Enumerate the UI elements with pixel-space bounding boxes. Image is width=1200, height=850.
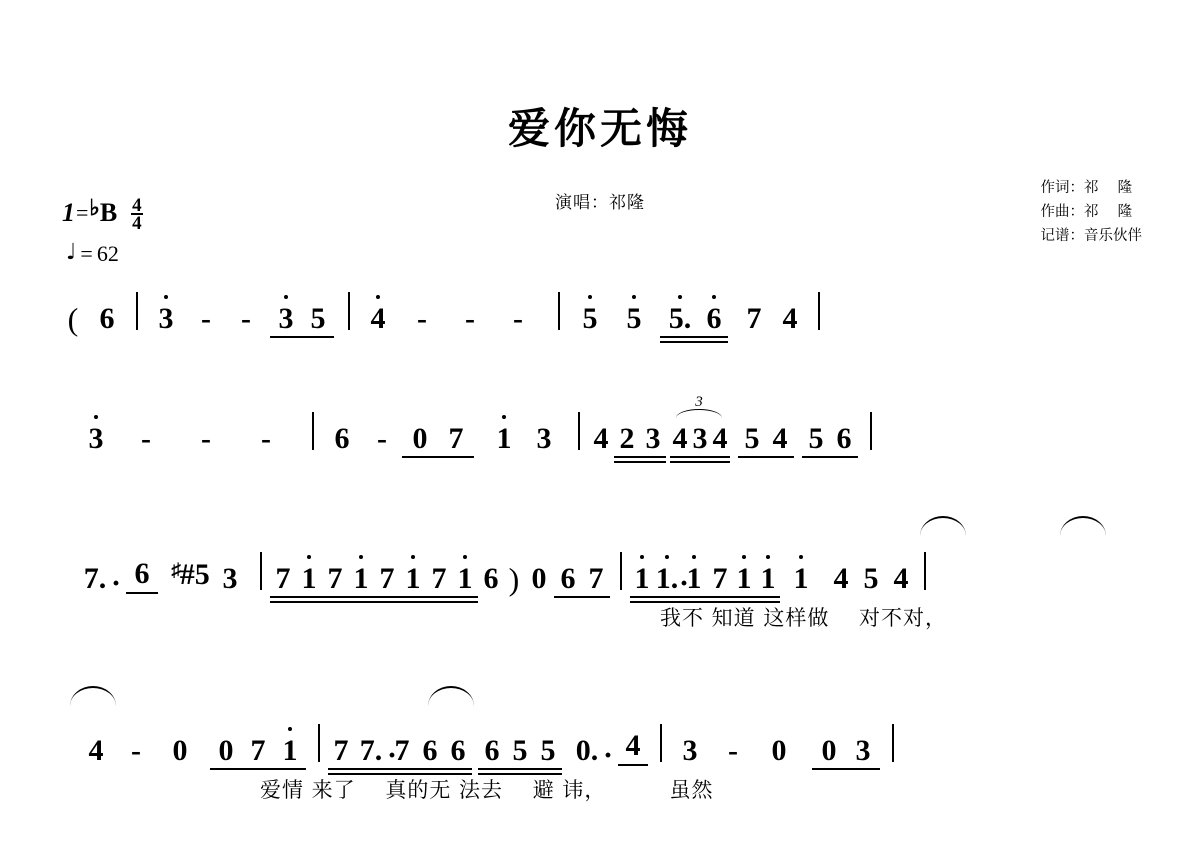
note: 7 — [394, 734, 410, 767]
note — [170, 560, 210, 594]
note: 6 — [484, 734, 500, 767]
note: 7 — [712, 562, 728, 595]
beamed-group — [614, 424, 666, 454]
system-3-lyrics: 我不 知道 这样做 对不对， — [660, 606, 948, 630]
credit-lyricist: 作词：祁 隆 — [1040, 180, 1133, 196]
note: 1 — [274, 736, 306, 766]
note: 6 — [483, 562, 499, 595]
key-letter: B — [99, 198, 118, 227]
note: 7. · — [78, 564, 112, 594]
note: 7 — [448, 422, 464, 455]
flat-icon: ♭ — [89, 195, 100, 220]
note: 5 — [808, 422, 824, 455]
note: 5 — [744, 422, 760, 455]
note: 3 — [645, 422, 661, 455]
beamed-group — [660, 304, 728, 334]
tie-slur — [428, 686, 474, 706]
note: 3 — [536, 422, 552, 455]
system-1-notes — [60, 268, 1140, 337]
note: 5 — [612, 304, 656, 334]
note: - — [201, 422, 211, 455]
tie-slur — [1060, 516, 1106, 536]
note: 6 — [99, 302, 115, 335]
note: 6 — [450, 734, 466, 767]
note: 7 — [431, 562, 447, 595]
note: 1 — [296, 564, 322, 594]
note: 1 — [786, 564, 816, 594]
barline — [558, 292, 560, 330]
barline — [578, 412, 580, 450]
page-title: 爱你无悔 — [507, 104, 692, 153]
note: 4 — [88, 734, 104, 767]
note: 7. · — [354, 736, 388, 766]
note: 1 — [680, 564, 708, 594]
note-number: #5 — [179, 558, 210, 591]
note: - — [417, 302, 427, 335]
note: ( — [67, 301, 79, 337]
barline — [318, 724, 320, 762]
singer-line: 演唱：祁隆 — [555, 193, 645, 213]
note: 2 — [619, 422, 635, 455]
note: 0. · — [570, 736, 604, 766]
note: 7 — [379, 562, 395, 595]
tempo-value: 62 — [96, 241, 119, 266]
note: 5 — [863, 562, 879, 595]
credit-transcriber: 记谱：音乐伙伴 — [1040, 228, 1142, 244]
beamed-group — [802, 424, 858, 454]
beamed-group — [328, 736, 472, 766]
note: 1 — [756, 564, 780, 594]
note: 6 — [126, 559, 158, 594]
note: 7 — [588, 562, 604, 595]
system-2-notes — [60, 388, 1140, 454]
tempo-marking — [62, 241, 143, 267]
system-1-lyrics — [60, 342, 1140, 382]
barline — [870, 412, 872, 450]
beamed-group — [478, 736, 562, 766]
beamed-group — [554, 564, 610, 594]
sharp-icon: ♯ — [171, 560, 181, 581]
note: 1 — [630, 564, 654, 594]
note: 0 — [821, 734, 837, 767]
note: 7 — [746, 302, 762, 335]
system-2 — [0, 388, 1200, 508]
note: 5. — [660, 304, 700, 334]
note: 5 — [540, 734, 556, 767]
note: - — [465, 302, 475, 335]
note: ) — [508, 561, 520, 597]
key-meter-block — [62, 195, 143, 267]
note: 4 — [782, 302, 798, 335]
note: 4 — [358, 304, 398, 334]
note: - — [241, 302, 251, 335]
beamed-group — [630, 564, 780, 594]
note: 3 — [692, 422, 708, 455]
note: 0 — [218, 734, 234, 767]
note: 4 — [593, 422, 609, 455]
note: 3 — [76, 424, 116, 454]
note: - — [261, 422, 271, 455]
triplet-number: 3 — [695, 394, 703, 410]
system-2-lyrics — [60, 462, 1140, 502]
barline — [620, 552, 622, 590]
note: 1 — [452, 564, 478, 594]
quarter-note-icon: ♩ — [66, 240, 77, 265]
barline — [892, 724, 894, 762]
note: 4 — [893, 562, 909, 595]
note: 6 — [700, 304, 728, 334]
triplet-label — [676, 394, 722, 418]
note: 1. · — [654, 564, 680, 594]
note: 7 — [327, 562, 343, 595]
system-4-lyrics: 爱情 来了 真的无 法去 避 讳， 虽然 — [260, 778, 714, 802]
tempo-equals: = — [80, 241, 93, 266]
note: 4 — [772, 422, 788, 455]
note: 5 — [310, 302, 326, 335]
key-do-label: 1 — [62, 198, 75, 227]
key-signature — [62, 195, 143, 234]
credits-block — [1041, 176, 1143, 248]
note: 3 — [855, 734, 871, 767]
note: 1 — [348, 564, 374, 594]
note: 0 — [531, 562, 547, 595]
note: 3 — [146, 304, 186, 334]
barline — [924, 552, 926, 590]
barline — [260, 552, 262, 590]
note: 3 — [270, 304, 302, 334]
tie-slur — [70, 686, 116, 706]
key-equals: = — [76, 200, 89, 225]
note: 0 — [771, 734, 787, 767]
beamed-group — [210, 736, 306, 766]
note: 3 — [682, 734, 698, 767]
beamed-group — [270, 304, 334, 334]
beamed-group — [812, 736, 880, 766]
beamed-group — [402, 424, 474, 454]
barline — [348, 292, 350, 330]
note: 5 — [568, 304, 612, 334]
note: 6 — [334, 422, 350, 455]
note: 1 — [732, 564, 756, 594]
note: - — [513, 302, 523, 335]
note: 4 — [672, 422, 688, 455]
note: 6 — [836, 422, 852, 455]
note: 0 — [172, 734, 188, 767]
beamed-group — [738, 424, 794, 454]
note: - — [728, 734, 738, 767]
system-3 — [0, 528, 1200, 648]
system-3-notes — [60, 528, 1140, 597]
note: 7 — [275, 562, 291, 595]
note: 7 — [250, 734, 266, 767]
system-4 — [0, 700, 1200, 820]
credit-composer: 作曲：祁 隆 — [1040, 204, 1133, 220]
time-signature — [131, 195, 143, 234]
note: 1 — [484, 424, 524, 454]
barline — [312, 412, 314, 450]
barline — [818, 292, 820, 330]
beamed-group — [670, 424, 730, 454]
system-4-notes — [60, 700, 1140, 766]
note: 1 — [400, 564, 426, 594]
note: 4 — [833, 562, 849, 595]
note: - — [141, 422, 151, 455]
note: 0 — [412, 422, 428, 455]
system-1 — [0, 268, 1200, 388]
time-signature-bottom: 4 — [132, 213, 142, 234]
beamed-group — [270, 564, 478, 594]
time-signature-top: 4 — [132, 195, 142, 216]
note: 4 — [712, 422, 728, 455]
note: 6 — [560, 562, 576, 595]
note: - — [201, 302, 211, 335]
note: 4 — [618, 731, 648, 766]
barline — [136, 292, 138, 330]
barline — [660, 724, 662, 762]
note: 3 — [222, 562, 238, 595]
tie-slur — [920, 516, 966, 536]
note: 7 — [333, 734, 349, 767]
note: 6 — [422, 734, 438, 767]
note: 5 — [512, 734, 528, 767]
note: - — [131, 734, 141, 767]
triplet-group — [670, 394, 730, 455]
note: - — [377, 422, 387, 455]
